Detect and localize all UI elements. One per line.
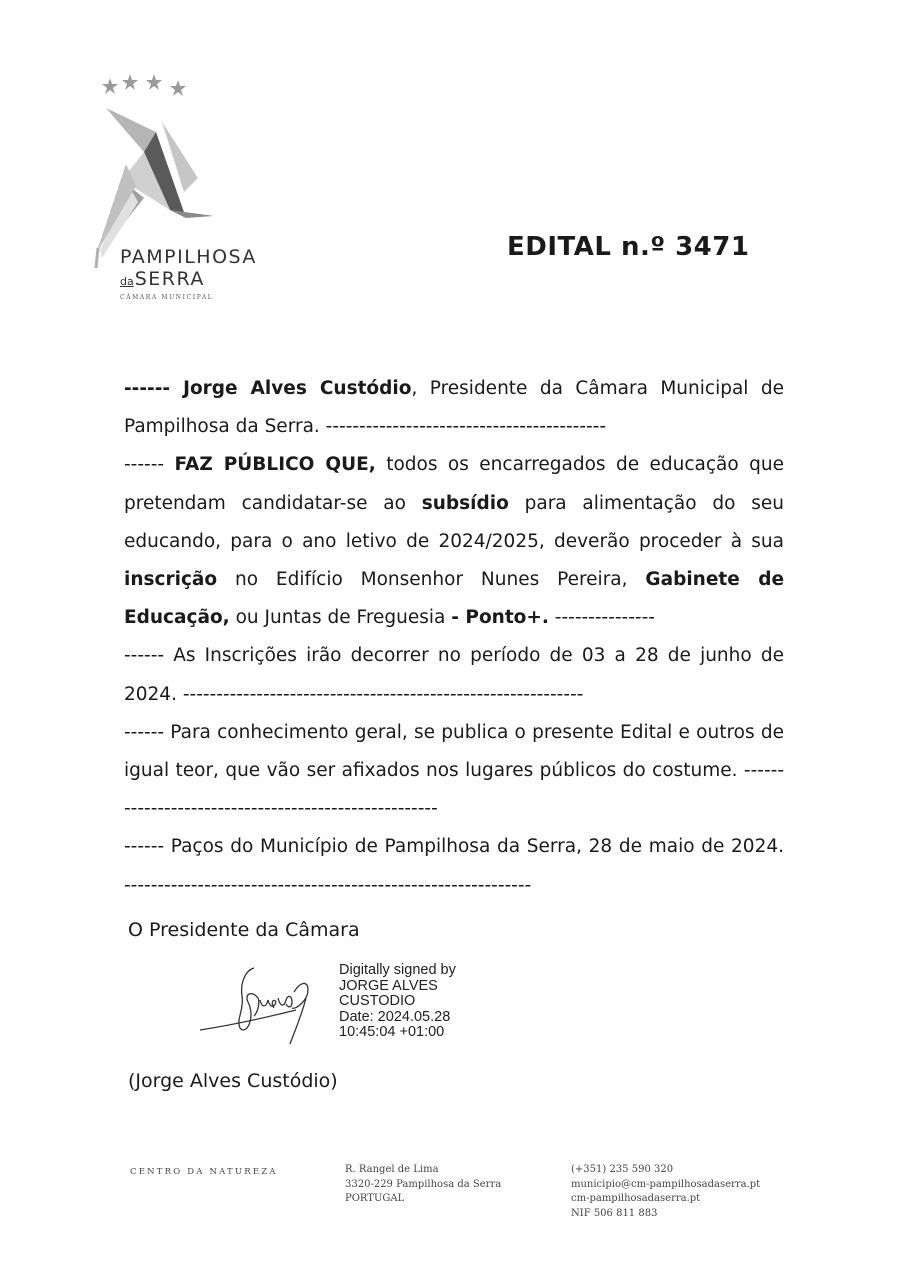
digital-signature-line: JORGE ALVES <box>339 977 438 994</box>
paragraph-1 <box>124 370 784 446</box>
digital-signature-line: Digitally signed by <box>339 962 456 978</box>
p2-a: todos os encarregados de educação que pretendam candidatar-se ao <box>124 454 784 514</box>
p2-subsidio: subsídio <box>421 492 509 514</box>
p1-name: Jorge Alves Custódio <box>183 378 412 399</box>
p2-inscricao: inscrição <box>124 569 218 591</box>
handwritten-signature <box>196 962 326 1052</box>
logo-name-serra: SERRA <box>134 268 205 290</box>
footer-nif: NIF 506 811 883 <box>571 1207 658 1219</box>
footer-address-line: 3320-229 Pampilhosa da Serra <box>345 1178 502 1190</box>
p2-gabinete: Gabinete de Educação, <box>124 569 784 629</box>
p2-e: --------------- <box>548 607 655 629</box>
presidente-label: O Presidente da Câmara <box>128 919 360 941</box>
logo-name-line2 <box>120 268 205 290</box>
p2-dash: ------ <box>124 454 175 476</box>
digital-signature-line: 10:45:04 +01:00 <box>339 1024 445 1041</box>
footer-email[interactable]: municipio@cm-pampilhosadaserra.pt <box>571 1178 761 1190</box>
p2-faz: FAZ PÚBLICO QUE, <box>174 454 376 476</box>
paragraph-5: ------ Paços do Município de Pampilhosa da Serra, 28 de maio de 2024. ------------------------------------------------------------- <box>124 836 784 896</box>
document-title: EDITAL n.º 3471 <box>507 232 750 262</box>
p2-ponto: - Ponto+. <box>451 607 549 629</box>
paragraph-2 <box>124 446 784 637</box>
signer-name: (Jorge Alves Custódio) <box>128 1070 338 1092</box>
logo-name-prefix: da <box>120 275 134 288</box>
digital-signature-line: Date: 2024.05.28 <box>339 1008 451 1025</box>
footer-website[interactable]: cm-pampilhosadaserra.pt <box>571 1193 701 1204</box>
footer-centro: CENTRO DA NATUREZA <box>130 1167 278 1177</box>
digital-signature-line: CUSTODIO <box>339 993 416 1010</box>
footer-address <box>345 1163 501 1207</box>
paragraph-3: ------ As Inscrições irão decorrer no período de 03 a 28 de junho de 2024. ------------------------------------------------------------ <box>124 645 784 705</box>
p2-c: no Edifício Monsenhor Nunes Pereira, <box>217 569 646 591</box>
logo-subtitle: CÂMARA MUNICIPAL <box>120 294 214 301</box>
p1-rest: , Presidente da Câmara Municipal de Pampilhosa da Serra. ------------------------------------------ <box>124 378 784 438</box>
footer-address-line: PORTUGAL <box>345 1193 405 1204</box>
p1-dash: ------ <box>124 378 184 399</box>
p2-d: ou Juntas de Freguesia <box>229 607 452 629</box>
footer-address-line: R. Rangel de Lima <box>345 1164 439 1175</box>
logo-name-line1: PAMPILHOSA <box>120 246 257 268</box>
paragraph-4: ------ Para conhecimento geral, se publica o presente Edital e outros de igual teor, que vão ser afixados nos lugares públicos do costume. ----------------------------------------------------- <box>124 721 784 820</box>
digital-signature-block <box>339 963 456 1041</box>
footer-contact <box>571 1163 760 1221</box>
footer-phone: (+351) 235 590 320 <box>571 1164 674 1175</box>
edital-body <box>124 370 784 905</box>
p2-b: para alimentação do seu educando, para o ano letivo de 2024/2025, deverão proceder à sua <box>124 492 784 552</box>
